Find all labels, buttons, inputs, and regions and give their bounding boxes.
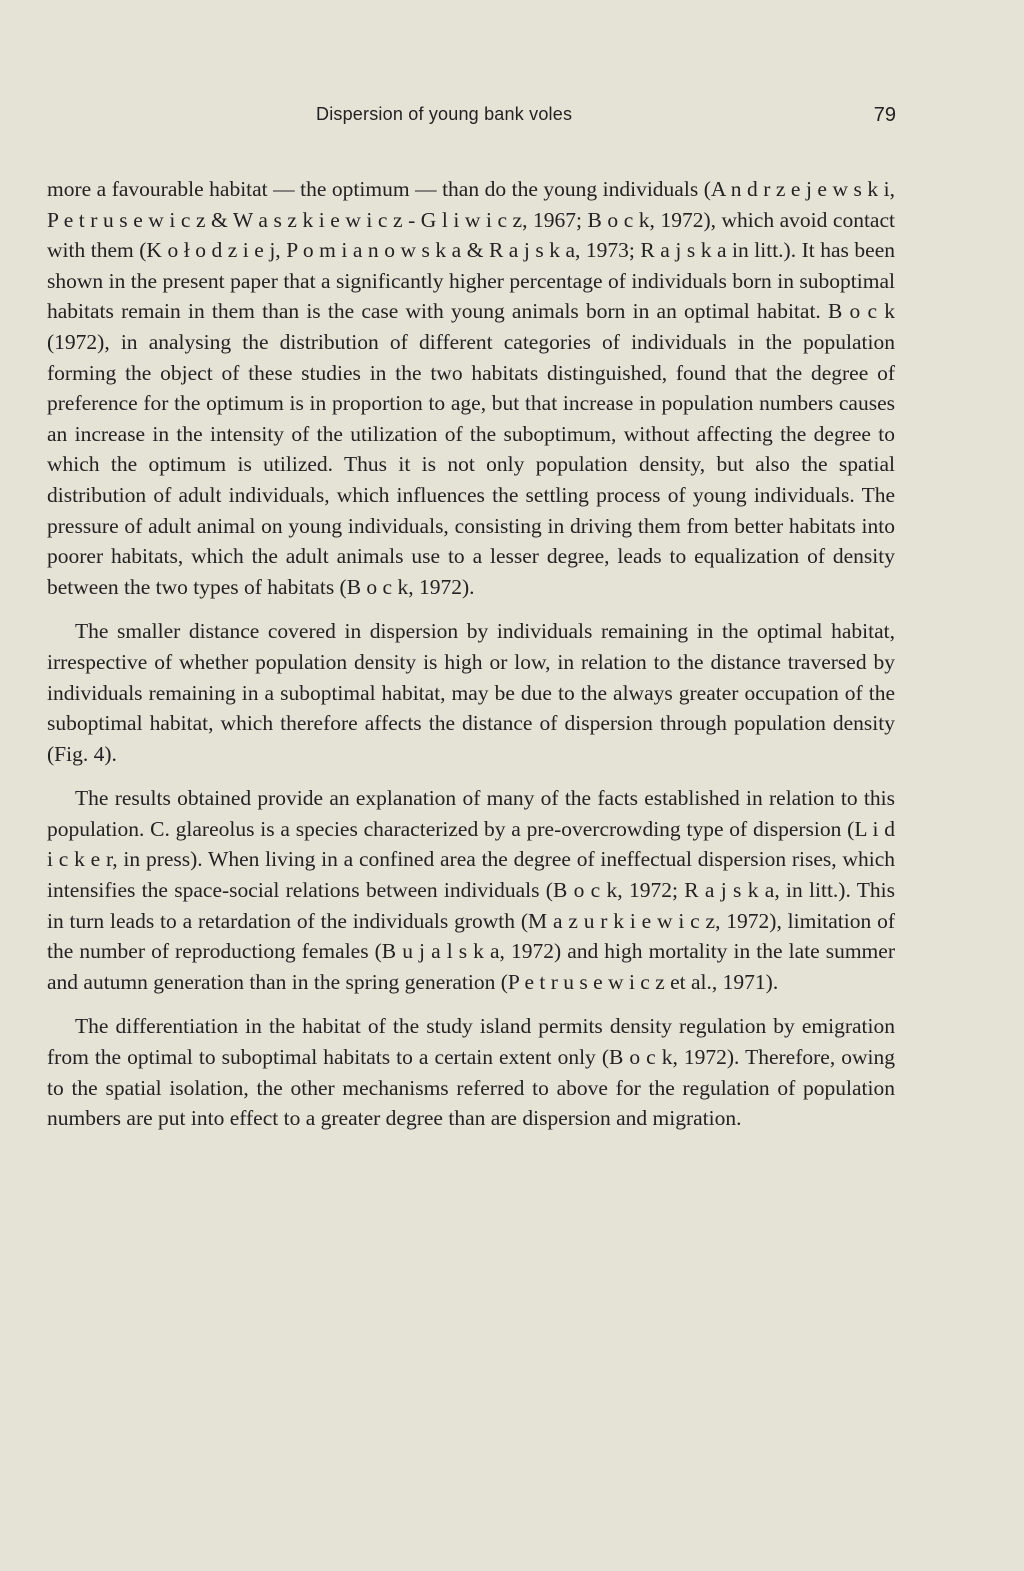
body-text	[47, 174, 895, 1134]
page-number: 79	[873, 104, 896, 126]
paragraph-3: The results obtained provide an explanation of many of the facts established in relation to this population. C. glareolus is a species characterized by a pre-overcrowding type of dispersion (L i d i c k e r, in press). When living in a confined area the degree of ineffectual dispersion rises, which intensifies the space-social relations between individuals (B o c k, 1972; R a j s k a, in litt.). This in turn leads to a retardation of the individuals growth (M a z u r k i e w i c z, 1972), limitation of the number of reproductiong females (B u j a l s k a, 1972) and high mortality in the late summer and autumn generation than in the spring generation (P e t r u s e w i c z et al., 1971).	[47, 786, 895, 994]
paragraph-4: The differentiation in the habitat of the study island permits density regulation by emigration from the optimal to suboptimal habitats to a certain extent only (B o c k, 1972). Therefore, owing to the spatial isolation, the other mechanisms referred to above for the regulation of population numbers are put into effect to a greater degree than are dispersion and migration.	[47, 1014, 895, 1131]
paragraph-2: The smaller distance covered in dispersion by individuals remaining in the optimal habitat, irrespective of whether population density is high or low, in relation to the distance traversed by individuals remaining in a suboptimal habitat, may be due to the always greater occupation of the suboptimal habitat, which therefore affects the distance of dispersion through population density (Fig. 4).	[47, 619, 895, 766]
running-title: Dispersion of young bank voles	[316, 104, 573, 124]
running-head	[47, 104, 896, 134]
paragraph-1: more a favourable habitat — the optimum — than do the young individuals (A n d r z e j e w s k i, P e t r u s e w i c z & W a s z k i e w i c z - G l i w i c z, 1967; B o c k, 1972), which avoid contact with them (K o ł o d z i e j, P o m i a n o w s k a & R a j s k a, 1973; R a j s k a in litt.). It has been shown in the present paper that a significantly higher percentage of individuals born in suboptimal habitats remain in them than is the case with young animals born in an optimal habitat. B o c k (1972), in analysing the distribution of different categories of individuals in the population forming the object of these studies in the two habitats distinguished, found that the degree of preference for the optimum is in proportion to age, but that increase in population numbers causes an increase in the intensity of the utilization of the suboptimum, without affecting the degree to which the optimum is utilized. Thus it is not only population density, but also the spatial distribution of adult individuals, which influences the settling process of young individuals. The pressure of adult animal on young individuals, consisting in driving them from better habitats into poorer habitats, which the adult animals use to a lesser degree, leads to equalization of density between the two types of habitats (B o c k, 1972).	[47, 177, 895, 599]
